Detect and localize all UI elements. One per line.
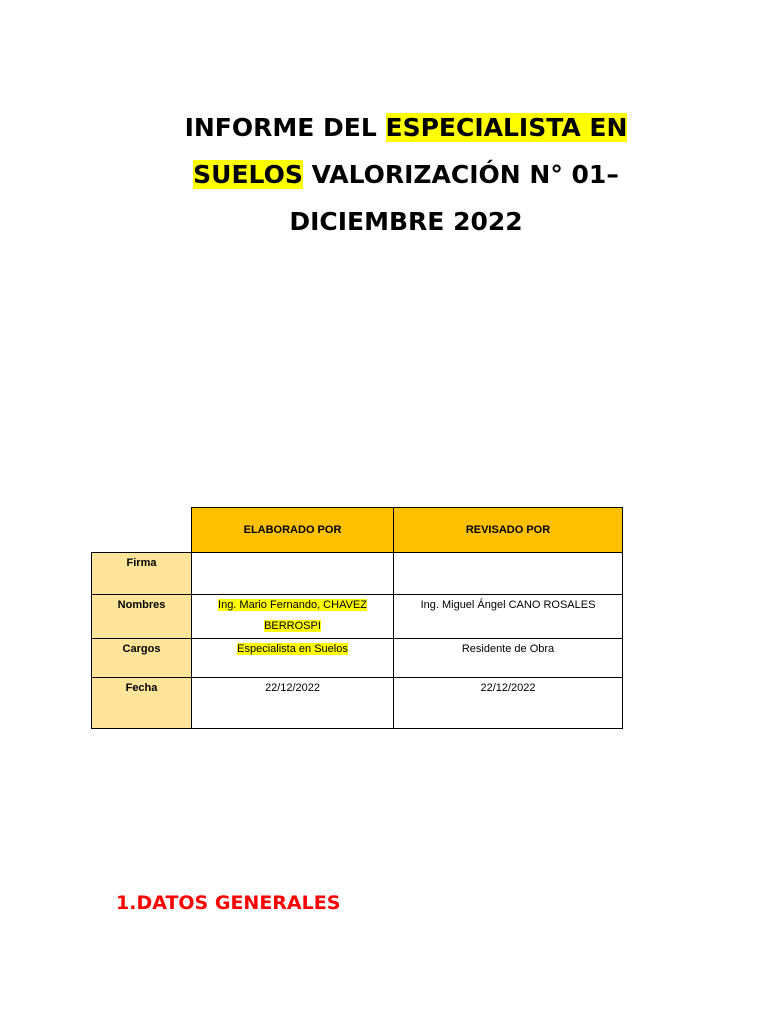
cargos-revisado-cell: Residente de Obra [394,639,623,678]
fecha-elaborado-cell: 22/12/2022 [192,678,394,729]
cargos-elaborado-text: Especialista en Suelos [237,643,348,655]
fecha-revisado-cell: 22/12/2022 [394,678,623,729]
table-corner-cell [92,508,192,553]
row-label-fecha: Fecha [92,678,192,729]
firma-elaborado-cell [192,553,394,595]
table-header-row [92,508,623,553]
column-header-elaborado: ELABORADO POR [192,508,394,553]
signature-table [91,507,623,729]
row-label-nombres: Nombres [92,595,192,639]
table-row [92,595,623,639]
section-heading-datos-generales: 1.DATOS GENERALES [116,892,341,914]
table-row [92,639,623,678]
row-label-firma: Firma [92,553,192,595]
nombres-elaborado-cell [192,595,394,639]
table-row [92,678,623,729]
firma-revisado-cell [394,553,623,595]
title-part-1: INFORME DEL [184,113,386,142]
document-title [120,104,692,245]
table-row [92,553,623,595]
title-part-3: DICIEMBRE 2022 [289,207,523,236]
title-part-2: VALORIZACIÓN N° 01– [302,160,619,189]
row-label-cargos: Cargos [92,639,192,678]
cargos-elaborado-cell [192,639,394,678]
nombres-revisado-cell: Ing. Miguel Ángel CANO ROSALES [394,595,623,639]
title-highlight-1: ESPECIALISTA EN [385,113,628,142]
nombres-elaborado-text: Ing. Mario Fernando, CHAVEZ BERROSPI [218,599,367,632]
title-highlight-2: SUELOS [193,160,303,189]
column-header-revisado: REVISADO POR [394,508,623,553]
